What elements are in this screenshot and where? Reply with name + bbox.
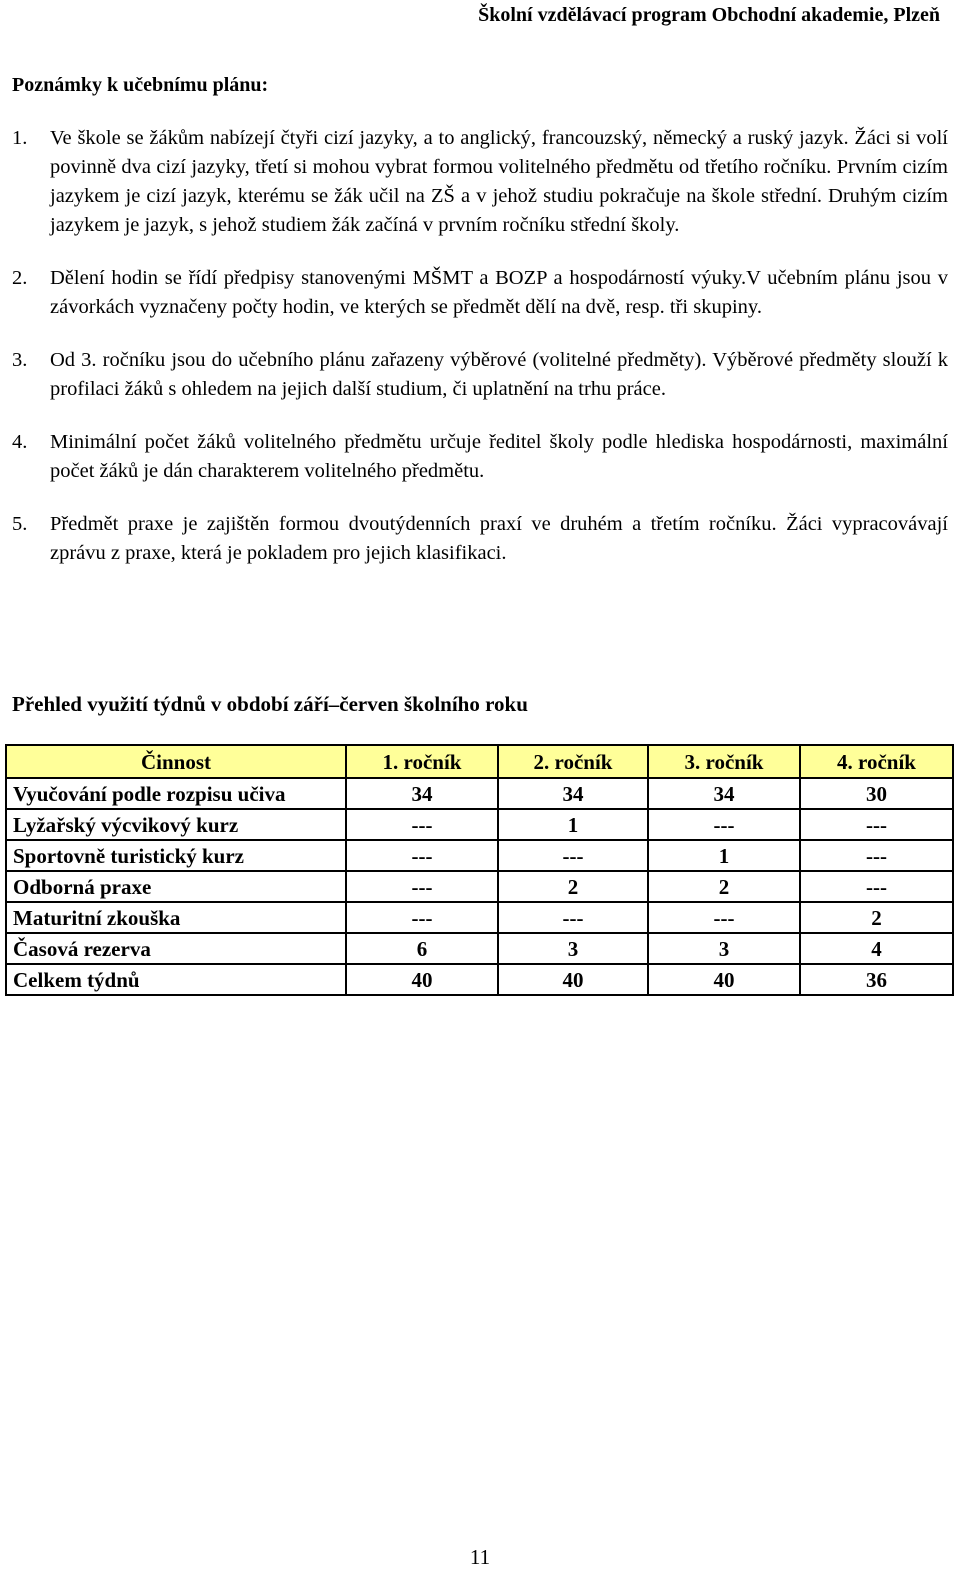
value-cell: 3	[648, 933, 800, 964]
value-cell: 4	[800, 933, 953, 964]
table-row	[6, 871, 953, 902]
weeks-table	[5, 744, 954, 996]
activity-cell: Vyučování podle rozpisu učiva	[6, 778, 346, 809]
value-cell: 34	[648, 778, 800, 809]
table-title: Přehled využití týdnů v období září–červen školního roku	[12, 692, 528, 716]
value-cell: ---	[346, 902, 498, 933]
column-header: 2. ročník	[498, 745, 648, 778]
note-text: Ve škole se žákům nabízejí čtyři cizí jazyky, a to anglický, francouzský, německý a ruský jazyk. Žáci si volí povinně dva cizí jazyky, třetí si mohou vybrat formou volitelného předmětu od třetího ročníku. Prvním cizím jazykem je cizí jazyk, kterému se žák učil na ZŠ a v jehož studiu pokračuje na škole střední. Druhým cizím jazykem je jazyk, s jehož studiem žák začíná v prvním ročníku střední školy.	[50, 127, 948, 236]
note-number: 3.	[12, 349, 28, 371]
value-cell: ---	[346, 809, 498, 840]
value-cell: ---	[648, 902, 800, 933]
table-row	[6, 933, 953, 964]
note-number: 5.	[12, 513, 28, 535]
value-cell: 3	[498, 933, 648, 964]
value-cell: ---	[498, 840, 648, 871]
note-number: 1.	[12, 127, 28, 149]
value-cell: 40	[648, 964, 800, 995]
note-item	[12, 264, 948, 322]
value-cell: ---	[800, 809, 953, 840]
table-row-total	[6, 964, 953, 995]
value-cell: 34	[498, 778, 648, 809]
table-row	[6, 809, 953, 840]
value-cell: 40	[346, 964, 498, 995]
value-cell: ---	[346, 840, 498, 871]
table-row	[6, 778, 953, 809]
value-cell: 34	[346, 778, 498, 809]
document-header: Školní vzdělávací program Obchodní akademie, Plzeň	[478, 4, 940, 26]
activity-cell: Časová rezerva	[6, 933, 346, 964]
value-cell: 40	[498, 964, 648, 995]
column-header: Činnost	[6, 745, 346, 778]
value-cell: 2	[800, 902, 953, 933]
notes-list	[12, 124, 948, 592]
table-row	[6, 902, 953, 933]
value-cell: 30	[800, 778, 953, 809]
value-cell: 2	[648, 871, 800, 902]
note-item	[12, 428, 948, 486]
note-number: 4.	[12, 431, 28, 453]
value-cell: ---	[800, 871, 953, 902]
activity-cell: Celkem týdnů	[6, 964, 346, 995]
note-text: Minimální počet žáků volitelného předmětu určuje ředitel školy podle hlediska hospodárnosti, maximální počet žáků je dán charakterem volitelného předmětu.	[50, 431, 948, 482]
activity-cell: Maturitní zkouška	[6, 902, 346, 933]
value-cell: 1	[648, 840, 800, 871]
page-number: 11	[469, 1545, 491, 1569]
value-cell: 2	[498, 871, 648, 902]
note-text: Dělení hodin se řídí předpisy stanovenými MŠMT a BOZP a hospodárností výuky.V učebním plánu jsou v závorkách vyznačeny počty hodin, ve kterých se předmět dělí na dvě, resp. tři skupiny.	[50, 267, 948, 318]
value-cell: 36	[800, 964, 953, 995]
value-cell: ---	[800, 840, 953, 871]
table-row	[6, 840, 953, 871]
activity-cell: Lyžařský výcvikový kurz	[6, 809, 346, 840]
notes-title: Poznámky k učebnímu plánu:	[12, 74, 269, 96]
value-cell: ---	[498, 902, 648, 933]
note-text: Od 3. ročníku jsou do učebního plánu zařazeny výběrové (volitelné předměty). Výběrové předměty slouží k profilaci žáků s ohledem na jejich další studium, či uplatnění na trhu práce.	[50, 349, 948, 400]
value-cell: ---	[346, 871, 498, 902]
note-item	[12, 346, 948, 404]
value-cell: 1	[498, 809, 648, 840]
table-header-row	[6, 745, 953, 778]
activity-cell: Sportovně turistický kurz	[6, 840, 346, 871]
value-cell: ---	[648, 809, 800, 840]
note-text: Předmět praxe je zajištěn formou dvoutýdenních praxí ve druhém a třetím ročníku. Žáci vypracovávají zprávu z praxe, která je pokladem pro jejich klasifikaci.	[50, 513, 948, 564]
note-item	[12, 510, 948, 568]
column-header: 4. ročník	[800, 745, 953, 778]
value-cell: 6	[346, 933, 498, 964]
note-number: 2.	[12, 267, 28, 289]
column-header: 1. ročník	[346, 745, 498, 778]
column-header: 3. ročník	[648, 745, 800, 778]
activity-cell: Odborná praxe	[6, 871, 346, 902]
note-item	[12, 124, 948, 240]
